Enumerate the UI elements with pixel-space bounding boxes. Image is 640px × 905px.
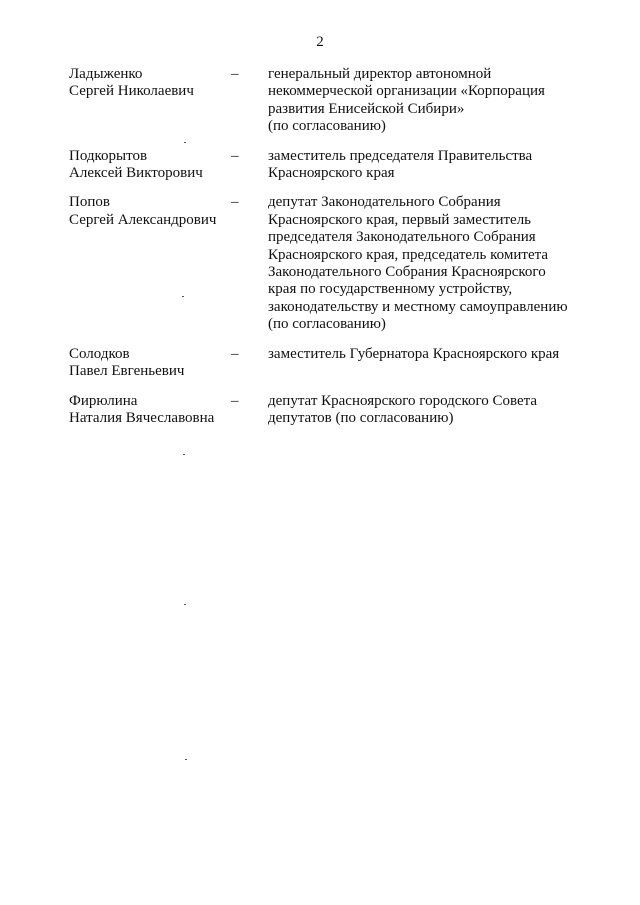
member-given-names: Алексей Викторович (69, 165, 203, 182)
member-surname: Солодков (69, 345, 130, 362)
scan-speck (184, 142, 186, 143)
member-entry (69, 194, 589, 333)
member-name (69, 194, 231, 229)
member-position-line: (по согласованию) (268, 316, 386, 333)
member-position-line: заместитель председателя Правительства (268, 147, 533, 164)
member-position-line: Законодательного Собрания Красноярского (268, 264, 546, 281)
member-position-line: некоммерческой организации «Корпорация (268, 83, 545, 100)
member-dash: – (231, 194, 239, 211)
member-entry (69, 346, 589, 381)
member-entry (69, 66, 589, 136)
member-position-line: развития Енисейской Сибири» (268, 100, 465, 117)
member-dash: – (231, 392, 239, 409)
member-given-names: Наталия Вячеславовна (69, 409, 215, 426)
member-position (268, 66, 570, 136)
member-entry (69, 148, 589, 183)
scan-speck (183, 454, 185, 455)
member-name (69, 393, 231, 428)
member-position-line: Красноярского края, председатель комитета (268, 246, 548, 263)
member-surname: Подкорытов (69, 147, 148, 164)
member-position-line: заместитель Губернатора Красноярского края (268, 345, 560, 362)
member-position (268, 194, 570, 333)
member-position (268, 346, 570, 363)
scan-speck (182, 296, 184, 297)
member-position-line: края по государственному устройству, (268, 281, 513, 298)
member-position-line: законодательству и местному самоуправлению (268, 298, 568, 315)
member-position-line: (по согласованию) (268, 118, 386, 135)
member-position-line: депутатов (по согласованию) (268, 409, 454, 426)
members-list (69, 66, 589, 427)
member-position (268, 148, 570, 183)
member-position-line: депутат Красноярского городского Совета (268, 392, 538, 409)
member-dash: – (231, 66, 239, 82)
member-given-names: Сергей Александрович (69, 211, 217, 228)
member-name (69, 346, 231, 381)
scan-speck (185, 759, 187, 760)
member-surname: Ладыженко (69, 66, 143, 82)
member-entry (69, 393, 589, 428)
scan-speck (184, 604, 186, 605)
member-given-names: Сергей Николаевич (69, 83, 194, 100)
member-position-line: Красноярского края (268, 165, 395, 182)
member-surname: Попов (69, 194, 110, 211)
member-position (268, 393, 570, 428)
page-number: 2 (316, 34, 324, 50)
member-dash: – (231, 147, 239, 164)
member-position-line: депутат Законодательного Собрания (268, 194, 501, 211)
member-dash: – (231, 345, 239, 362)
member-position-line: генеральный директор автономной (268, 66, 492, 82)
member-name (69, 66, 231, 101)
member-given-names: Павел Евгеньевич (69, 363, 185, 380)
member-surname: Фирюлина (69, 392, 138, 409)
member-position-line: председателя Законодательного Собрания (268, 229, 536, 246)
member-name (69, 148, 231, 183)
member-position-line: Красноярского края, первый заместитель (268, 211, 532, 228)
